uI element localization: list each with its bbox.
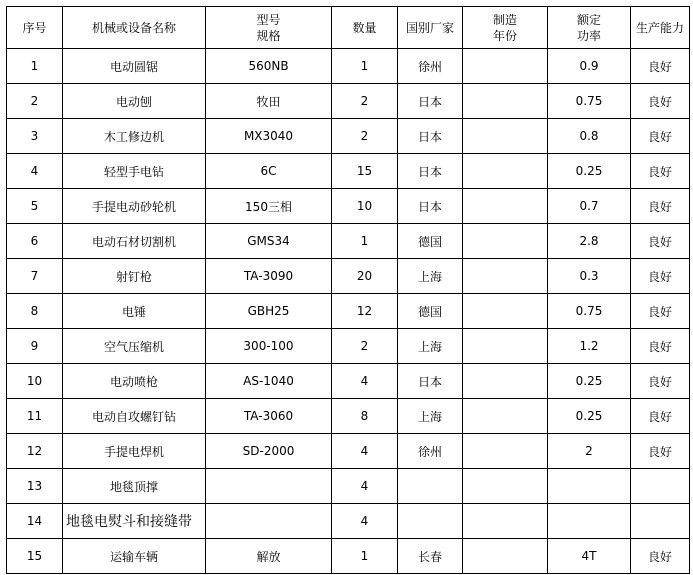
cell-origin: 上海 xyxy=(398,329,463,364)
cell-qty: 10 xyxy=(332,189,398,224)
cell-power: 0.25 xyxy=(548,154,631,189)
cell-year xyxy=(463,504,548,539)
cell-origin: 日本 xyxy=(398,364,463,399)
table-row xyxy=(7,329,690,364)
cell-no: 2 xyxy=(7,84,63,119)
cell-model: SD-2000 xyxy=(206,434,332,469)
table-row xyxy=(7,84,690,119)
header-power-line1: 额定 xyxy=(576,12,601,27)
cell-year xyxy=(463,364,548,399)
cell-capacity xyxy=(631,469,690,504)
cell-qty: 1 xyxy=(332,539,398,574)
header-name: 机械或设备名称 xyxy=(63,7,206,49)
cell-name: 木工修边机 xyxy=(63,119,206,154)
cell-capacity: 良好 xyxy=(631,84,690,119)
cell-power xyxy=(548,504,631,539)
table-row xyxy=(7,49,690,84)
cell-origin: 日本 xyxy=(398,119,463,154)
cell-qty: 2 xyxy=(332,329,398,364)
header-no: 序号 xyxy=(7,7,63,49)
cell-power: 2 xyxy=(548,434,631,469)
cell-name: 空气压缩机 xyxy=(63,329,206,364)
cell-origin xyxy=(398,504,463,539)
cell-capacity: 良好 xyxy=(631,119,690,154)
cell-origin: 日本 xyxy=(398,154,463,189)
header-capacity: 生产能力 xyxy=(631,7,690,49)
table-row xyxy=(7,504,690,539)
table-row xyxy=(7,259,690,294)
cell-qty: 4 xyxy=(332,469,398,504)
cell-qty: 4 xyxy=(332,434,398,469)
cell-power: 0.3 xyxy=(548,259,631,294)
cell-model xyxy=(206,469,332,504)
cell-no: 11 xyxy=(7,399,63,434)
cell-origin: 长春 xyxy=(398,539,463,574)
cell-power xyxy=(548,469,631,504)
cell-name: 电动刨 xyxy=(63,84,206,119)
cell-year xyxy=(463,399,548,434)
cell-qty: 2 xyxy=(332,119,398,154)
table-row xyxy=(7,154,690,189)
cell-qty: 8 xyxy=(332,399,398,434)
cell-origin xyxy=(398,469,463,504)
cell-no: 9 xyxy=(7,329,63,364)
cell-year xyxy=(463,539,548,574)
cell-no: 7 xyxy=(7,259,63,294)
cell-name: 电动自攻螺钉钻 xyxy=(63,399,206,434)
cell-no: 5 xyxy=(7,189,63,224)
cell-model: 牧田 xyxy=(206,84,332,119)
cell-qty: 1 xyxy=(332,49,398,84)
cell-model: GMS34 xyxy=(206,224,332,259)
cell-year xyxy=(463,329,548,364)
cell-capacity: 良好 xyxy=(631,224,690,259)
cell-power: 0.9 xyxy=(548,49,631,84)
table-row xyxy=(7,399,690,434)
cell-power: 1.2 xyxy=(548,329,631,364)
cell-model: TA-3060 xyxy=(206,399,332,434)
table-row xyxy=(7,434,690,469)
table-row xyxy=(7,189,690,224)
cell-origin: 日本 xyxy=(398,189,463,224)
equipment-table xyxy=(6,6,690,574)
cell-no: 6 xyxy=(7,224,63,259)
cell-origin: 德国 xyxy=(398,224,463,259)
cell-year xyxy=(463,469,548,504)
cell-model: AS-1040 xyxy=(206,364,332,399)
cell-qty: 1 xyxy=(332,224,398,259)
cell-power: 0.75 xyxy=(548,84,631,119)
cell-power: 0.25 xyxy=(548,399,631,434)
cell-capacity: 良好 xyxy=(631,259,690,294)
cell-model: 解放 xyxy=(206,539,332,574)
cell-name: 运输车辆 xyxy=(63,539,206,574)
cell-name: 射钉枪 xyxy=(63,259,206,294)
cell-capacity: 良好 xyxy=(631,364,690,399)
cell-no: 14 xyxy=(7,504,63,539)
cell-qty: 2 xyxy=(332,84,398,119)
cell-year xyxy=(463,119,548,154)
cell-name: 地毯电熨斗和接缝带 xyxy=(63,504,206,539)
cell-qty: 15 xyxy=(332,154,398,189)
table-row xyxy=(7,364,690,399)
cell-model: 300-100 xyxy=(206,329,332,364)
cell-capacity: 良好 xyxy=(631,294,690,329)
cell-origin: 上海 xyxy=(398,259,463,294)
header-model xyxy=(206,7,332,49)
cell-no: 13 xyxy=(7,469,63,504)
cell-name: 电锤 xyxy=(63,294,206,329)
cell-power: 0.75 xyxy=(548,294,631,329)
cell-power: 0.7 xyxy=(548,189,631,224)
cell-name: 电动喷枪 xyxy=(63,364,206,399)
table-row xyxy=(7,224,690,259)
header-year xyxy=(463,7,548,49)
table-row xyxy=(7,539,690,574)
cell-qty: 4 xyxy=(332,364,398,399)
cell-year xyxy=(463,49,548,84)
cell-power: 4T xyxy=(548,539,631,574)
cell-name: 电动石材切割机 xyxy=(63,224,206,259)
cell-model: GBH25 xyxy=(206,294,332,329)
cell-capacity: 良好 xyxy=(631,189,690,224)
cell-name: 手提电焊机 xyxy=(63,434,206,469)
cell-qty: 4 xyxy=(332,504,398,539)
cell-year xyxy=(463,84,548,119)
cell-model: 6C xyxy=(206,154,332,189)
cell-qty: 12 xyxy=(332,294,398,329)
cell-capacity: 良好 xyxy=(631,329,690,364)
cell-capacity: 良好 xyxy=(631,154,690,189)
cell-no: 12 xyxy=(7,434,63,469)
cell-no: 15 xyxy=(7,539,63,574)
cell-capacity: 良好 xyxy=(631,399,690,434)
header-power xyxy=(548,7,631,49)
cell-model: 560NB xyxy=(206,49,332,84)
cell-origin: 日本 xyxy=(398,84,463,119)
header-origin: 国别厂家 xyxy=(398,7,463,49)
cell-power: 0.8 xyxy=(548,119,631,154)
cell-year xyxy=(463,294,548,329)
equipment-table-container xyxy=(6,6,690,574)
cell-capacity: 良好 xyxy=(631,434,690,469)
cell-year xyxy=(463,434,548,469)
cell-model: MX3040 xyxy=(206,119,332,154)
cell-year xyxy=(463,224,548,259)
table-row xyxy=(7,294,690,329)
table-row xyxy=(7,469,690,504)
header-qty: 数量 xyxy=(332,7,398,49)
header-year-line2: 年份 xyxy=(492,28,517,43)
cell-year xyxy=(463,189,548,224)
cell-name: 电动圆锯 xyxy=(63,49,206,84)
cell-origin: 徐州 xyxy=(398,49,463,84)
cell-power: 0.25 xyxy=(548,364,631,399)
cell-name: 地毯顶撑 xyxy=(63,469,206,504)
header-year-line1: 制造 xyxy=(492,12,517,27)
cell-power: 2.8 xyxy=(548,224,631,259)
cell-qty: 20 xyxy=(332,259,398,294)
cell-capacity: 良好 xyxy=(631,539,690,574)
cell-year xyxy=(463,259,548,294)
cell-no: 1 xyxy=(7,49,63,84)
cell-no: 8 xyxy=(7,294,63,329)
cell-origin: 徐州 xyxy=(398,434,463,469)
cell-origin: 上海 xyxy=(398,399,463,434)
cell-model xyxy=(206,504,332,539)
cell-origin: 德国 xyxy=(398,294,463,329)
cell-no: 10 xyxy=(7,364,63,399)
cell-no: 4 xyxy=(7,154,63,189)
header-model-line2: 规格 xyxy=(256,28,281,43)
table-row xyxy=(7,119,690,154)
header-power-line2: 功率 xyxy=(576,28,601,43)
cell-name: 轻型手电钻 xyxy=(63,154,206,189)
header-model-line1: 型号 xyxy=(256,12,281,27)
cell-name: 手提电动砂轮机 xyxy=(63,189,206,224)
cell-no: 3 xyxy=(7,119,63,154)
cell-year xyxy=(463,154,548,189)
header-row xyxy=(7,7,690,49)
cell-capacity: 良好 xyxy=(631,49,690,84)
cell-model: TA-3090 xyxy=(206,259,332,294)
cell-model: 150三相 xyxy=(206,189,332,224)
cell-capacity xyxy=(631,504,690,539)
